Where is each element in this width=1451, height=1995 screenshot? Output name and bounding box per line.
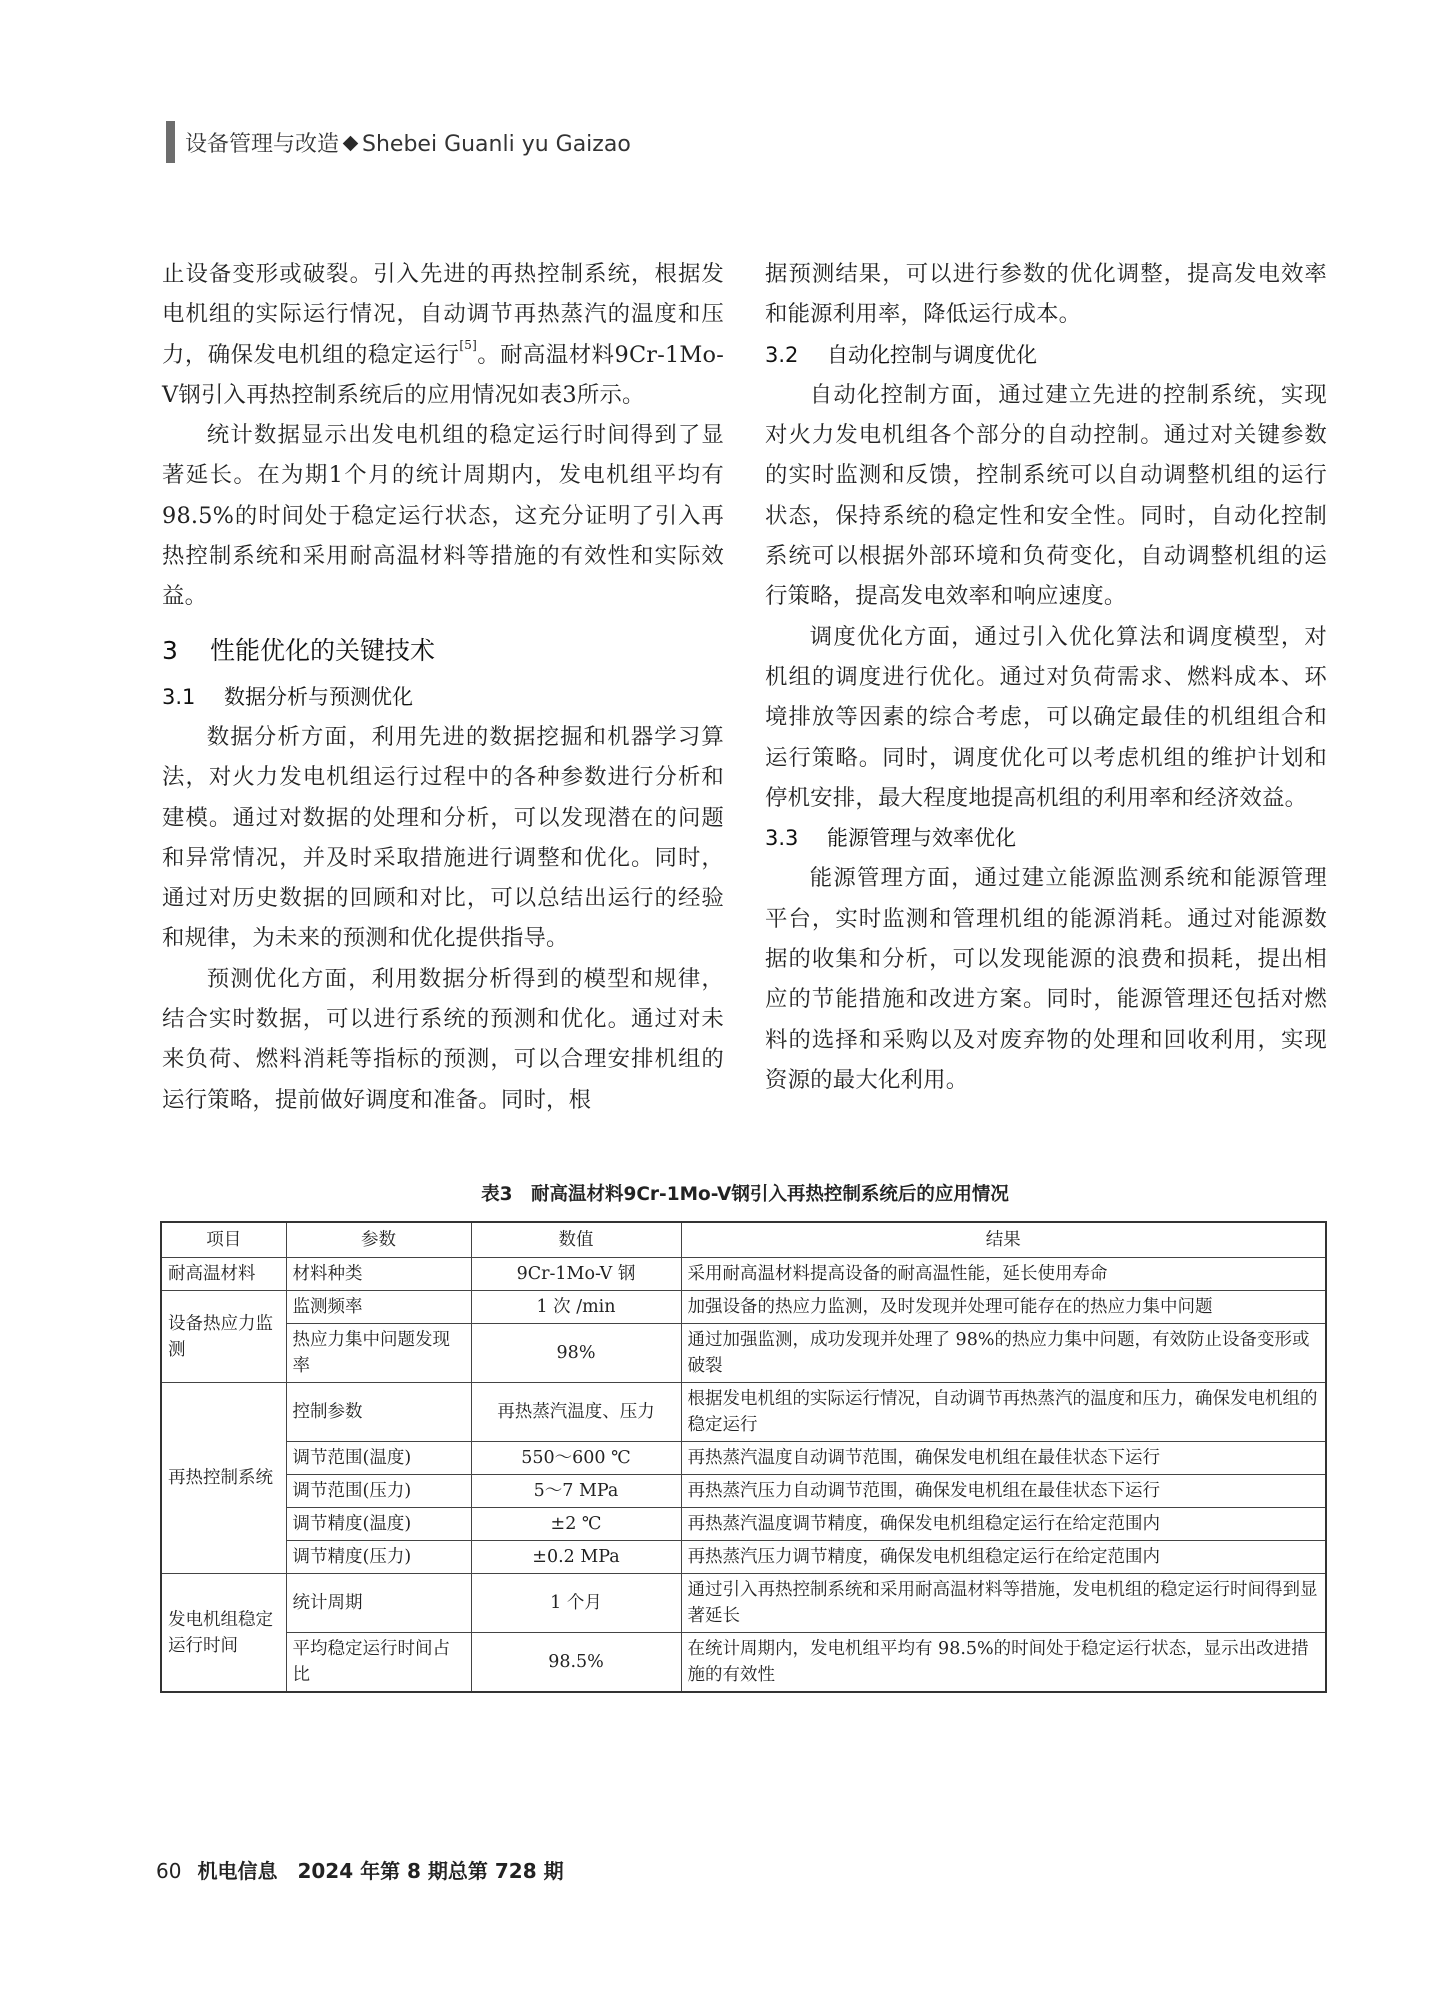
left-column	[162, 254, 724, 1120]
header-value: 数值	[471, 1222, 681, 1258]
table-row	[161, 1324, 1326, 1383]
table-header-row	[161, 1222, 1326, 1258]
section-3-2-heading	[765, 335, 1327, 375]
result-cell: 再热蒸汽压力自动调节范围，确保发电机组在最佳状态下运行	[681, 1475, 1326, 1508]
value-cell: 再热蒸汽温度、压力	[471, 1383, 681, 1442]
table-row	[161, 1258, 1326, 1291]
group-cell: 耐高温材料	[161, 1258, 286, 1291]
header-param: 参数	[286, 1222, 471, 1258]
group-cell: 再热控制系统	[161, 1383, 286, 1574]
result-cell: 再热蒸汽温度自动调节范围，确保发电机组在最佳状态下运行	[681, 1442, 1326, 1475]
section-3-3-title: 能源管理与效率优化	[827, 826, 1016, 851]
table-row	[161, 1442, 1326, 1475]
result-cell: 根据发电机组的实际运行情况，自动调节再热蒸汽的温度和压力，确保发电机组的稳定运行	[681, 1383, 1326, 1442]
right-paragraph-3: 调度优化方面，通过引入优化算法和调度模型，对机组的调度进行优化。通过对负荷需求、燃料成本、环境排放等因素的综合考虑，可以确定最佳的机组组合和运行策略。同时，调度优化可以考虑机组的维护计划和停机安排，最大程度地提高机组的利用率和经济效益。	[765, 623, 1327, 811]
right-paragraph-1: 据预测结果，可以进行参数的优化调整，提高发电效率和能源利用率，降低运行成本。	[765, 261, 1327, 328]
param-cell: 材料种类	[286, 1258, 471, 1291]
data-table	[160, 1221, 1327, 1693]
right-column	[765, 254, 1327, 1100]
table-row	[161, 1508, 1326, 1541]
right-paragraph-4: 能源管理方面，通过建立能源监测系统和能源管理平台，实时监测和管理机组的能源消耗。通过对能源数据的收集和分析，可以发现能源的浪费和损耗，提出相应的节能措施和改进方案。同时，能源管理还包括对燃料的选择和采购以及对废弃物的处理和回收利用，实现资源的最大化利用。	[765, 865, 1327, 1093]
result-cell: 通过引入再热控制系统和采用耐高温材料等措施，发电机组的稳定运行时间得到显著延长	[681, 1574, 1326, 1633]
section-3-2-title: 自动化控制与调度优化	[827, 342, 1037, 367]
table-row	[161, 1475, 1326, 1508]
left-p1-text: 止设备变形或破裂。引入先进的再热控制系统，根据发电机组的实际运行情况，自动调节再热蒸汽的温度和压力，确保发电机组的稳定运行	[162, 261, 724, 368]
result-cell: 在统计周期内，发电机组平均有 98.5%的时间处于稳定运行状态，显示出改进措施的有效性	[681, 1633, 1326, 1693]
param-cell: 控制参数	[286, 1383, 471, 1442]
running-header	[166, 122, 631, 162]
section-3-1-number: 3.1	[162, 684, 196, 709]
param-cell: 热应力集中问题发现率	[286, 1324, 471, 1383]
table-caption: 表3 耐高温材料9Cr-1Mo-V钢引入再热控制系统后的应用情况	[481, 1184, 1009, 1205]
value-cell: 9Cr-1Mo-V 钢	[471, 1258, 681, 1291]
right-paragraph-2: 自动化控制方面，通过建立先进的控制系统，实现对火力发电机组各个部分的自动控制。通过对关键参数的实时监测和反馈，控制系统可以自动调整机组的运行状态，保持系统的稳定性和安全性。同时，自动化控制系统可以根据外部环境和负荷变化，自动调整机组的运行策略，提高发电效率和响应速度。	[765, 381, 1327, 610]
page-footer	[156, 1855, 564, 1884]
table-row	[161, 1541, 1326, 1574]
section-3-title: 性能优化的关键技术	[210, 635, 436, 665]
param-cell: 统计周期	[286, 1574, 471, 1633]
value-cell: ±2 ℃	[471, 1508, 681, 1541]
value-cell: 1 个月	[471, 1574, 681, 1633]
table-row	[161, 1633, 1326, 1693]
table-row	[161, 1574, 1326, 1633]
result-cell: 采用耐高温材料提高设备的耐高温性能，延长使用寿命	[681, 1258, 1326, 1291]
section-3-3-number: 3.3	[765, 826, 799, 851]
header-item: 项目	[161, 1222, 286, 1258]
page-number: 60	[156, 1859, 182, 1883]
value-cell: 98.5%	[471, 1633, 681, 1693]
param-cell: 调节精度(压力)	[286, 1541, 471, 1574]
section-3-2-number: 3.2	[765, 342, 799, 367]
result-cell: 再热蒸汽温度调节精度，确保发电机组稳定运行在给定范围内	[681, 1508, 1326, 1541]
header-result: 结果	[681, 1222, 1326, 1258]
group-cell: 发电机组稳定运行时间	[161, 1574, 286, 1693]
result-cell: 加强设备的热应力监测，及时发现并处理可能存在的热应力集中问题	[681, 1291, 1326, 1324]
left-p1-tail: 。耐高温材料9Cr-1Mo-V钢引入再热控制系统后的应用情况如表3所示。	[162, 341, 724, 408]
header-section-cn: 设备管理与改造	[185, 131, 340, 157]
param-cell: 调节精度(温度)	[286, 1508, 471, 1541]
value-cell: 1 次 /min	[471, 1291, 681, 1324]
param-cell: 调节范围(压力)	[286, 1475, 471, 1508]
left-paragraph-4: 预测优化方面，利用数据分析得到的模型和规律，结合实时数据，可以进行系统的预测和优化。通过对未来负荷、燃料消耗等指标的预测，可以合理安排机组的运行策略，提前做好调度和准备。同时，根	[162, 965, 724, 1113]
table-row	[161, 1383, 1326, 1442]
param-cell: 监测频率	[286, 1291, 471, 1324]
value-cell: 98%	[471, 1324, 681, 1383]
section-3-number: 3	[162, 635, 178, 665]
value-cell: 550～600 ℃	[471, 1442, 681, 1475]
left-paragraph-3: 数据分析方面，利用先进的数据挖掘和机器学习算法，对火力发电机组运行过程中的各种参数进行分析和建模。通过对数据的处理和分析，可以发现潜在的问题和异常情况，并及时采取措施进行调整和优化。同时，通过对历史数据的回顾和对比，可以总结出运行的经验和规律，为未来的预测和优化提供指导。	[162, 723, 724, 952]
journal-info: 机电信息 2024 年第 8 期总第 728 期	[197, 1859, 564, 1883]
section-3-1-title: 数据分析与预测优化	[224, 684, 413, 709]
diamond-icon	[343, 136, 359, 152]
param-cell: 调节范围(温度)	[286, 1442, 471, 1475]
section-3-3-heading	[765, 818, 1327, 858]
group-cell: 设备热应力监测	[161, 1291, 286, 1383]
header-section-pinyin: Shebei Guanli yu Gaizao	[362, 131, 631, 157]
section-3-heading	[162, 627, 724, 675]
value-cell: ±0.2 MPa	[471, 1541, 681, 1574]
citation-ref[interactable]: [5]	[459, 337, 477, 352]
value-cell: 5～7 MPa	[471, 1475, 681, 1508]
left-paragraph-1	[162, 254, 724, 415]
result-cell: 再热蒸汽压力调节精度，确保发电机组稳定运行在给定范围内	[681, 1541, 1326, 1574]
param-cell: 平均稳定运行时间占比	[286, 1633, 471, 1693]
section-3-1-heading	[162, 677, 724, 717]
result-cell: 通过加强监测，成功发现并处理了 98%的热应力集中问题，有效防止设备变形或破裂	[681, 1324, 1326, 1383]
left-paragraph-2: 统计数据显示出发电机组的稳定运行时间得到了显著延长。在为期1个月的统计周期内，发电机组平均有98.5%的时间处于稳定运行状态，这充分证明了引入再热控制系统和采用耐高温材料等措施的有效性和实际效益。	[162, 422, 724, 610]
header-text	[185, 127, 631, 158]
header-bar	[166, 121, 175, 163]
table-row	[161, 1291, 1326, 1324]
